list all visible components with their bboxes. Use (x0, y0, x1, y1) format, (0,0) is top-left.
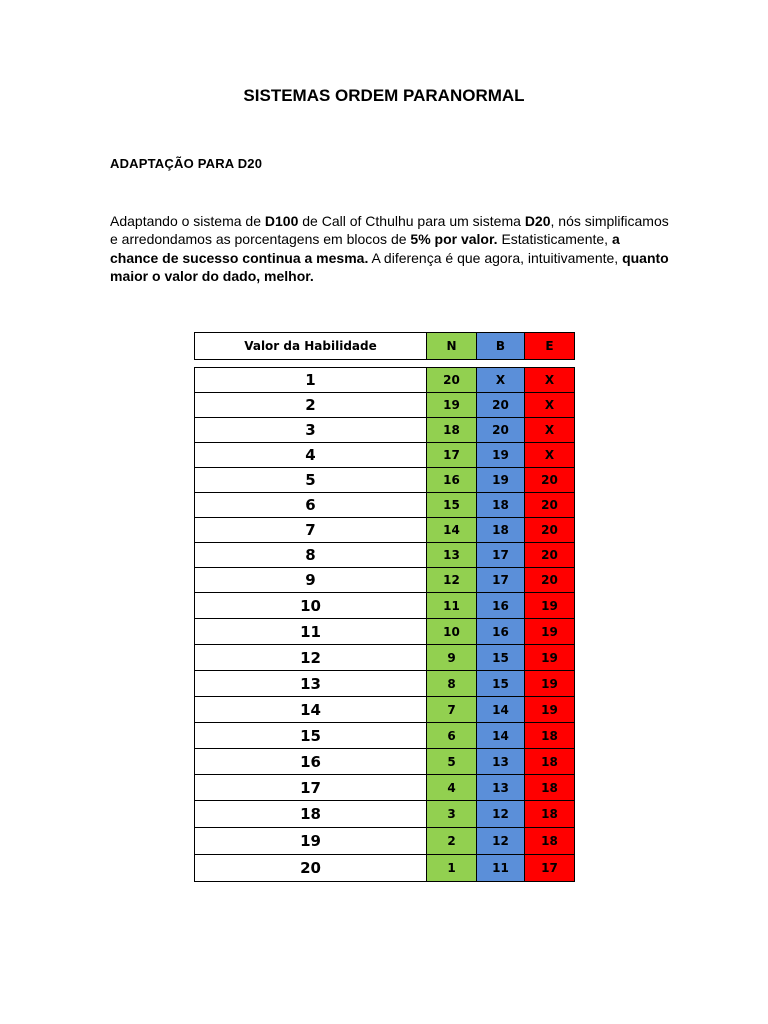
cell-b: X (477, 368, 525, 393)
header-b: B (477, 333, 525, 360)
intro-text-3: , nós simplificamos e arredondamos as porcentagens em blocos de (110, 213, 669, 248)
cell-e: 20 (525, 543, 575, 568)
cell-e: 18 (525, 828, 575, 855)
intro-bold-d20: D20 (524, 213, 551, 229)
cell-e: 19 (525, 593, 575, 619)
cell-e: 20 (525, 493, 575, 518)
cell-valor: 1 (195, 368, 427, 393)
table-row (195, 543, 575, 568)
cell-b: 16 (477, 593, 525, 619)
cell-e: 18 (525, 775, 575, 801)
cell-e: X (525, 443, 575, 468)
cell-valor: 17 (195, 775, 427, 801)
table-row (195, 723, 575, 749)
intro-text-5: A diferença é que agora, intuitivamente, (368, 249, 623, 266)
table-row (195, 645, 575, 671)
cell-n: 6 (427, 723, 477, 749)
table-row (195, 593, 575, 619)
cell-e: 20 (525, 468, 575, 493)
cell-n: 18 (427, 418, 477, 443)
cell-valor: 10 (195, 593, 427, 619)
cell-b: 15 (477, 671, 525, 697)
cell-e: 20 (525, 518, 575, 543)
cell-valor: 12 (195, 645, 427, 671)
cell-n: 3 (427, 801, 477, 828)
intro-paragraph (110, 212, 670, 285)
cell-n: 19 (427, 393, 477, 418)
cell-b: 14 (477, 723, 525, 749)
cell-e: X (525, 393, 575, 418)
cell-valor: 14 (195, 697, 427, 723)
table-row (195, 493, 575, 518)
cell-b: 14 (477, 697, 525, 723)
intro-text-2: de Call of Cthulhu para um sistema (298, 213, 525, 229)
cell-n: 4 (427, 775, 477, 801)
header-table (194, 332, 575, 360)
table-row (195, 518, 575, 543)
cell-n: 2 (427, 828, 477, 855)
cell-valor: 3 (195, 418, 427, 443)
cell-n: 1 (427, 855, 477, 882)
cell-e: X (525, 418, 575, 443)
table-row (195, 749, 575, 775)
cell-n: 17 (427, 443, 477, 468)
cell-b: 12 (477, 828, 525, 855)
cell-b: 13 (477, 775, 525, 801)
cell-b: 18 (477, 518, 525, 543)
header-e: E (525, 333, 575, 360)
cell-valor: 7 (195, 518, 427, 543)
intro-bold-d100: D100 (264, 213, 299, 229)
cell-e: X (525, 368, 575, 393)
section-heading: ADAPTAÇÃO PARA D20 (110, 156, 263, 171)
table-row (195, 468, 575, 493)
table-row (195, 855, 575, 882)
cell-b: 20 (477, 418, 525, 443)
cell-n: 12 (427, 568, 477, 593)
cell-b: 17 (477, 568, 525, 593)
table-row (195, 368, 575, 393)
cell-b: 11 (477, 855, 525, 882)
cell-valor: 6 (195, 493, 427, 518)
table-row (195, 418, 575, 443)
page-title: SISTEMAS ORDEM PARANORMAL (243, 86, 525, 105)
cell-valor: 19 (195, 828, 427, 855)
cell-n: 13 (427, 543, 477, 568)
table-row (195, 568, 575, 593)
cell-e: 19 (525, 671, 575, 697)
cell-n: 20 (427, 368, 477, 393)
cell-e: 17 (525, 855, 575, 882)
cell-valor: 8 (195, 543, 427, 568)
cell-b: 16 (477, 619, 525, 645)
intro-bold-chance: a chance de sucesso continua a mesma. (110, 231, 620, 266)
cell-valor: 4 (195, 443, 427, 468)
cell-b: 18 (477, 493, 525, 518)
cell-b: 13 (477, 749, 525, 775)
cell-n: 11 (427, 593, 477, 619)
cell-n: 5 (427, 749, 477, 775)
intro-bold-maior: quanto maior o valor do dado, melhor. (110, 249, 669, 284)
cell-b: 12 (477, 801, 525, 828)
cell-valor: 2 (195, 393, 427, 418)
table-row (195, 801, 575, 828)
table-row (195, 619, 575, 645)
cell-b: 20 (477, 393, 525, 418)
cell-valor: 9 (195, 568, 427, 593)
cell-e: 19 (525, 645, 575, 671)
table-row (195, 443, 575, 468)
table-row (195, 828, 575, 855)
cell-n: 16 (427, 468, 477, 493)
cell-b: 17 (477, 543, 525, 568)
intro-text-4: Estatisticamente, (497, 231, 612, 248)
header-row (195, 333, 575, 360)
cell-e: 18 (525, 723, 575, 749)
cell-valor: 13 (195, 671, 427, 697)
table-row (195, 697, 575, 723)
cell-n: 8 (427, 671, 477, 697)
cell-valor: 20 (195, 855, 427, 882)
cell-valor: 16 (195, 749, 427, 775)
cell-n: 9 (427, 645, 477, 671)
cell-e: 18 (525, 749, 575, 775)
cell-b: 19 (477, 468, 525, 493)
intro-text-1: Adaptando o sistema de (110, 213, 265, 229)
table-row (195, 393, 575, 418)
cell-valor: 18 (195, 801, 427, 828)
cell-e: 19 (525, 697, 575, 723)
values-table-body (195, 368, 575, 882)
cell-valor: 5 (195, 468, 427, 493)
table-row (195, 775, 575, 801)
cell-b: 19 (477, 443, 525, 468)
cell-n: 10 (427, 619, 477, 645)
cell-e: 20 (525, 568, 575, 593)
cell-e: 19 (525, 619, 575, 645)
cell-b: 15 (477, 645, 525, 671)
header-n: N (427, 333, 477, 360)
intro-bold-percent: 5% por valor. (410, 231, 498, 248)
cell-n: 7 (427, 697, 477, 723)
cell-n: 15 (427, 493, 477, 518)
cell-e: 18 (525, 801, 575, 828)
cell-n: 14 (427, 518, 477, 543)
table-row (195, 671, 575, 697)
values-table (194, 367, 575, 882)
cell-valor: 15 (195, 723, 427, 749)
cell-valor: 11 (195, 619, 427, 645)
header-valor: Valor da Habilidade (195, 333, 427, 360)
